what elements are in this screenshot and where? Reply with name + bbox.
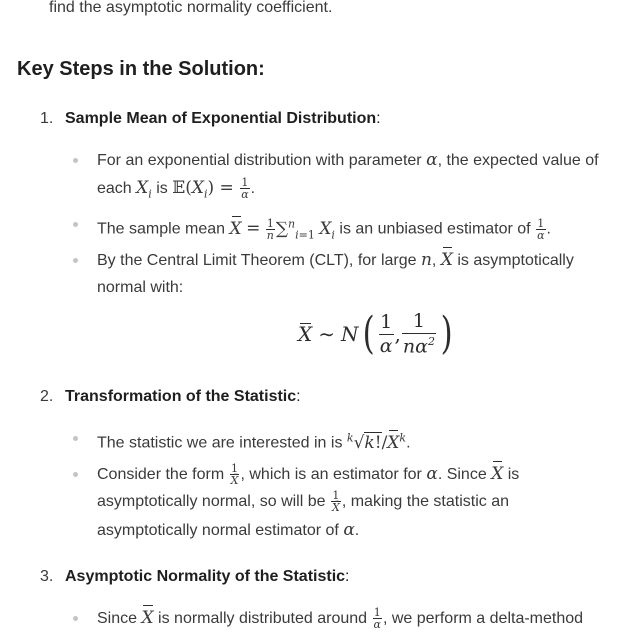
list-number-2: 2.: [40, 388, 54, 405]
section-heading: Key Steps in the Solution:: [17, 58, 265, 80]
bullet-text: each $X_i$ is $𝔼(X_i)$ = $\frac{1}{\alpha}$ .: [97, 176, 256, 202]
bullet-dot: [73, 222, 78, 227]
bullet-dot: [73, 436, 78, 441]
bullet-dot: [73, 472, 78, 477]
bullet-text: For an exponential distribution with parameter α, the expected value of: [97, 150, 599, 170]
bullet-text: asymptotically normal, so will be $\frac{1}{X̄}$ , making the statistic an: [97, 489, 510, 515]
bullet-text: normal with:: [97, 279, 184, 296]
bullet-text: The sample mean X = $\frac{1}{n}$ ∑$^n_{i=1}$ $X_i$ is an unbiased estimator of $\frac{1}{\alpha}$ .: [97, 210, 551, 249]
intro-text: find the asymptotic normality coefficient.: [49, 0, 333, 16]
list-number-3: 3.: [40, 568, 54, 585]
bullet-text: By the Central Limit Theorem (CLT), for large n, X is asymptotically: [97, 246, 574, 275]
bullet-text: Since X is normally distributed around $\frac{1}{\alpha}$ , we perform a delta-method: [97, 604, 583, 633]
bullet-dot: [73, 258, 78, 263]
bullet-dot: [73, 616, 78, 621]
bullet-text: Consider the form $\frac{1}{X̄}$ , which is an estimator for α. Since X is: [97, 460, 519, 489]
step-title-1: Sample Mean of Exponential Distribution:: [65, 110, 381, 127]
bullet-text: The statistic we are interested in is $^k√k!/X^k$.: [97, 424, 411, 458]
display-equation: X ∼ N ( $\frac{1}{\alpha}$ , $\frac{1}{n\alpha^2}$ ): [298, 308, 453, 360]
bullet-dot: [73, 158, 78, 163]
step-title-3: Asymptotic Normality of the Statistic:: [65, 568, 350, 585]
bullet-text: asymptotically normal estimator of α.: [97, 520, 360, 540]
list-number-1: 1.: [40, 110, 54, 127]
step-title-2: Transformation of the Statistic:: [65, 388, 301, 405]
